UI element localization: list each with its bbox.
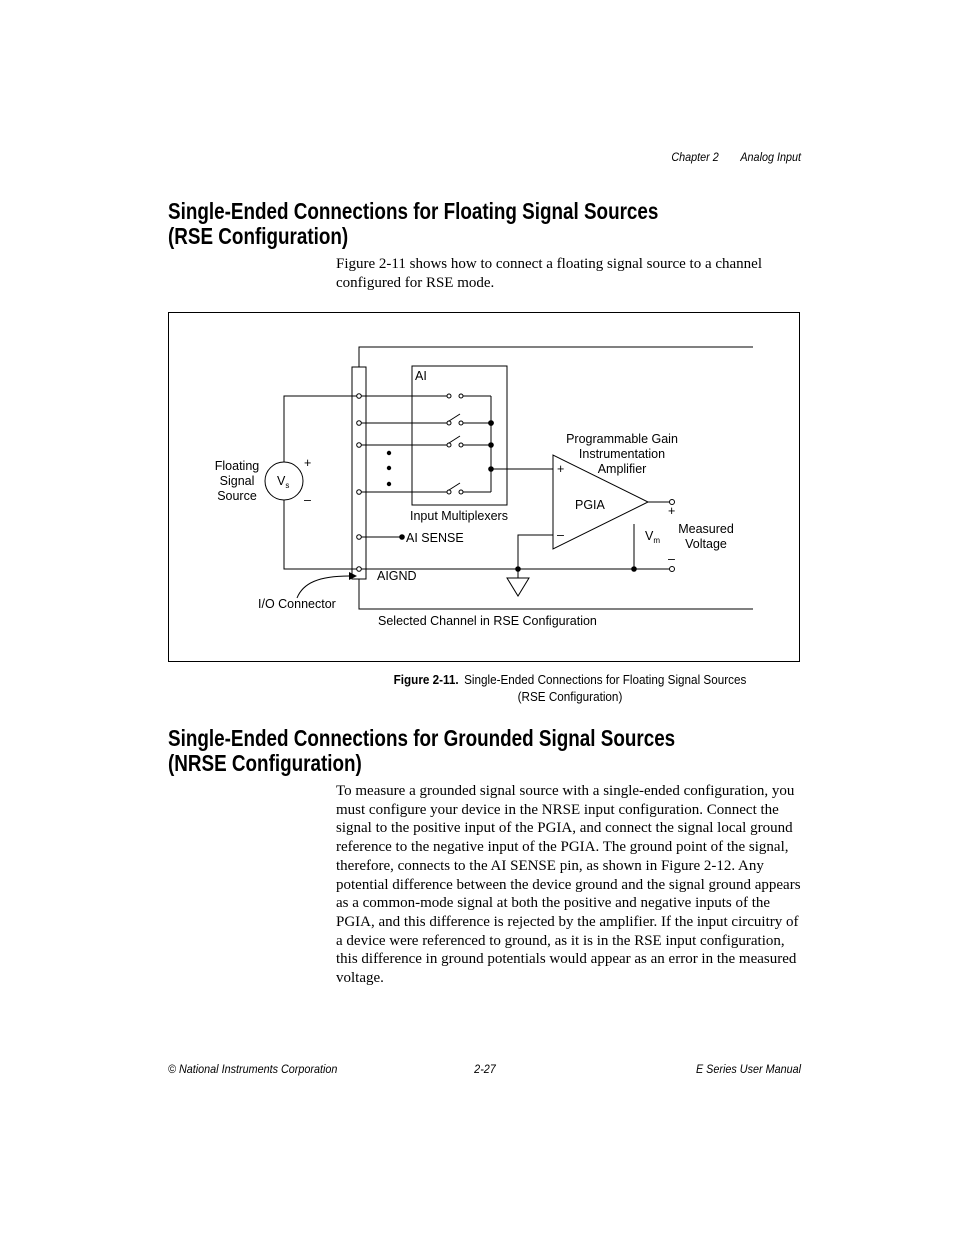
label-source-plus: + [304, 456, 312, 470]
label-vs [277, 474, 289, 490]
label-vs-sub: s [285, 481, 290, 490]
heading-line-1: Single-Ended Connections for Floating Signal Sources [168, 198, 659, 224]
ground-symbol [507, 578, 529, 596]
label-output-plus: + [668, 504, 676, 518]
footer-page-number: 2-27 [474, 1062, 496, 1076]
label-vm-sub: m [653, 536, 661, 545]
label-io-connector: I/O Connector [258, 597, 336, 611]
label-pgia-minus: – [557, 528, 564, 542]
label-ai: AI [415, 369, 427, 383]
label-aignd: AIGND [377, 569, 417, 583]
section-heading-nrse [168, 726, 675, 776]
heading-line-2: (NRSE Configuration) [168, 750, 362, 776]
bottom-bus-wire [359, 579, 753, 609]
running-header [584, 150, 801, 164]
label-ai-sense: AI SENSE [406, 531, 464, 545]
rse-circuit-diagram [169, 313, 799, 661]
header-section: Analog Input [740, 150, 801, 164]
section-heading-rse [168, 199, 658, 249]
label-selected-channel: Selected Channel in RSE Configuration [378, 614, 597, 628]
section-body-rse: Figure 2-11 shows how to connect a floating signal source to a channel configured for RSE mode. [336, 256, 763, 291]
label-measured: Measured [678, 522, 734, 536]
label-pgia-title-1: Programmable Gain [566, 432, 678, 446]
label-floating-3: Source [217, 489, 257, 503]
label-vs-main: V [277, 474, 286, 488]
caption-line-1: Single-Ended Connections for Floating Signal Sources [464, 672, 747, 687]
heading-line-1: Single-Ended Connections for Grounded Signal Sources [168, 725, 676, 751]
figure-2-11 [168, 312, 800, 662]
label-pgia-title-2: Instrumentation [578, 447, 666, 461]
heading-line-2: (RSE Configuration) [168, 223, 349, 249]
label-vm-main: V [645, 529, 654, 543]
label-vm [645, 529, 660, 545]
header-chapter: Chapter 2 [671, 150, 719, 164]
label-voltage: Voltage [685, 537, 727, 551]
figure-caption [327, 671, 813, 705]
io-connector-arrow [297, 576, 349, 598]
footer-right: E Series User Manual [695, 1062, 801, 1076]
label-input-multiplexers: Input Multiplexers [410, 509, 508, 523]
label-output-minus: – [668, 552, 675, 566]
caption-line-2: (RSE Configuration) [517, 689, 623, 704]
label-source-minus: – [304, 493, 311, 507]
section-body-nrse: To measure a grounded signal source with a single-ended configuration, you must configure your device in the NRSE input configuration. Connect the signal to the positive input of the PGIA, and connect the signal local ground reference to the negative input of the PGIA. The ground point of the signal, therefore, connects to the AI SENSE pin, as shown in Figure 2-12. Any potential difference between the device ground and the signal ground appears as a common-mode signal at both the positive and negative inputs of the PGIA, and this difference is rejected by the amplifier. If the input circuitry of a device were referenced to ground, as it is in the RSE input configuration, this difference in ground potentials would appear as an error in the measured voltage. [336, 783, 801, 987]
multiplexer-box [412, 366, 507, 505]
label-pgia-plus: + [557, 462, 565, 476]
label-pgia: PGIA [575, 498, 605, 512]
caption-number: Figure 2-11. [393, 672, 459, 687]
label-pgia-title-3: Amplifier [597, 462, 647, 476]
footer-left: © National Instruments Corporation [168, 1062, 338, 1076]
label-floating-1: Floating [214, 459, 260, 473]
top-bus-wire [359, 347, 753, 367]
label-floating-2: Signal [219, 474, 255, 488]
